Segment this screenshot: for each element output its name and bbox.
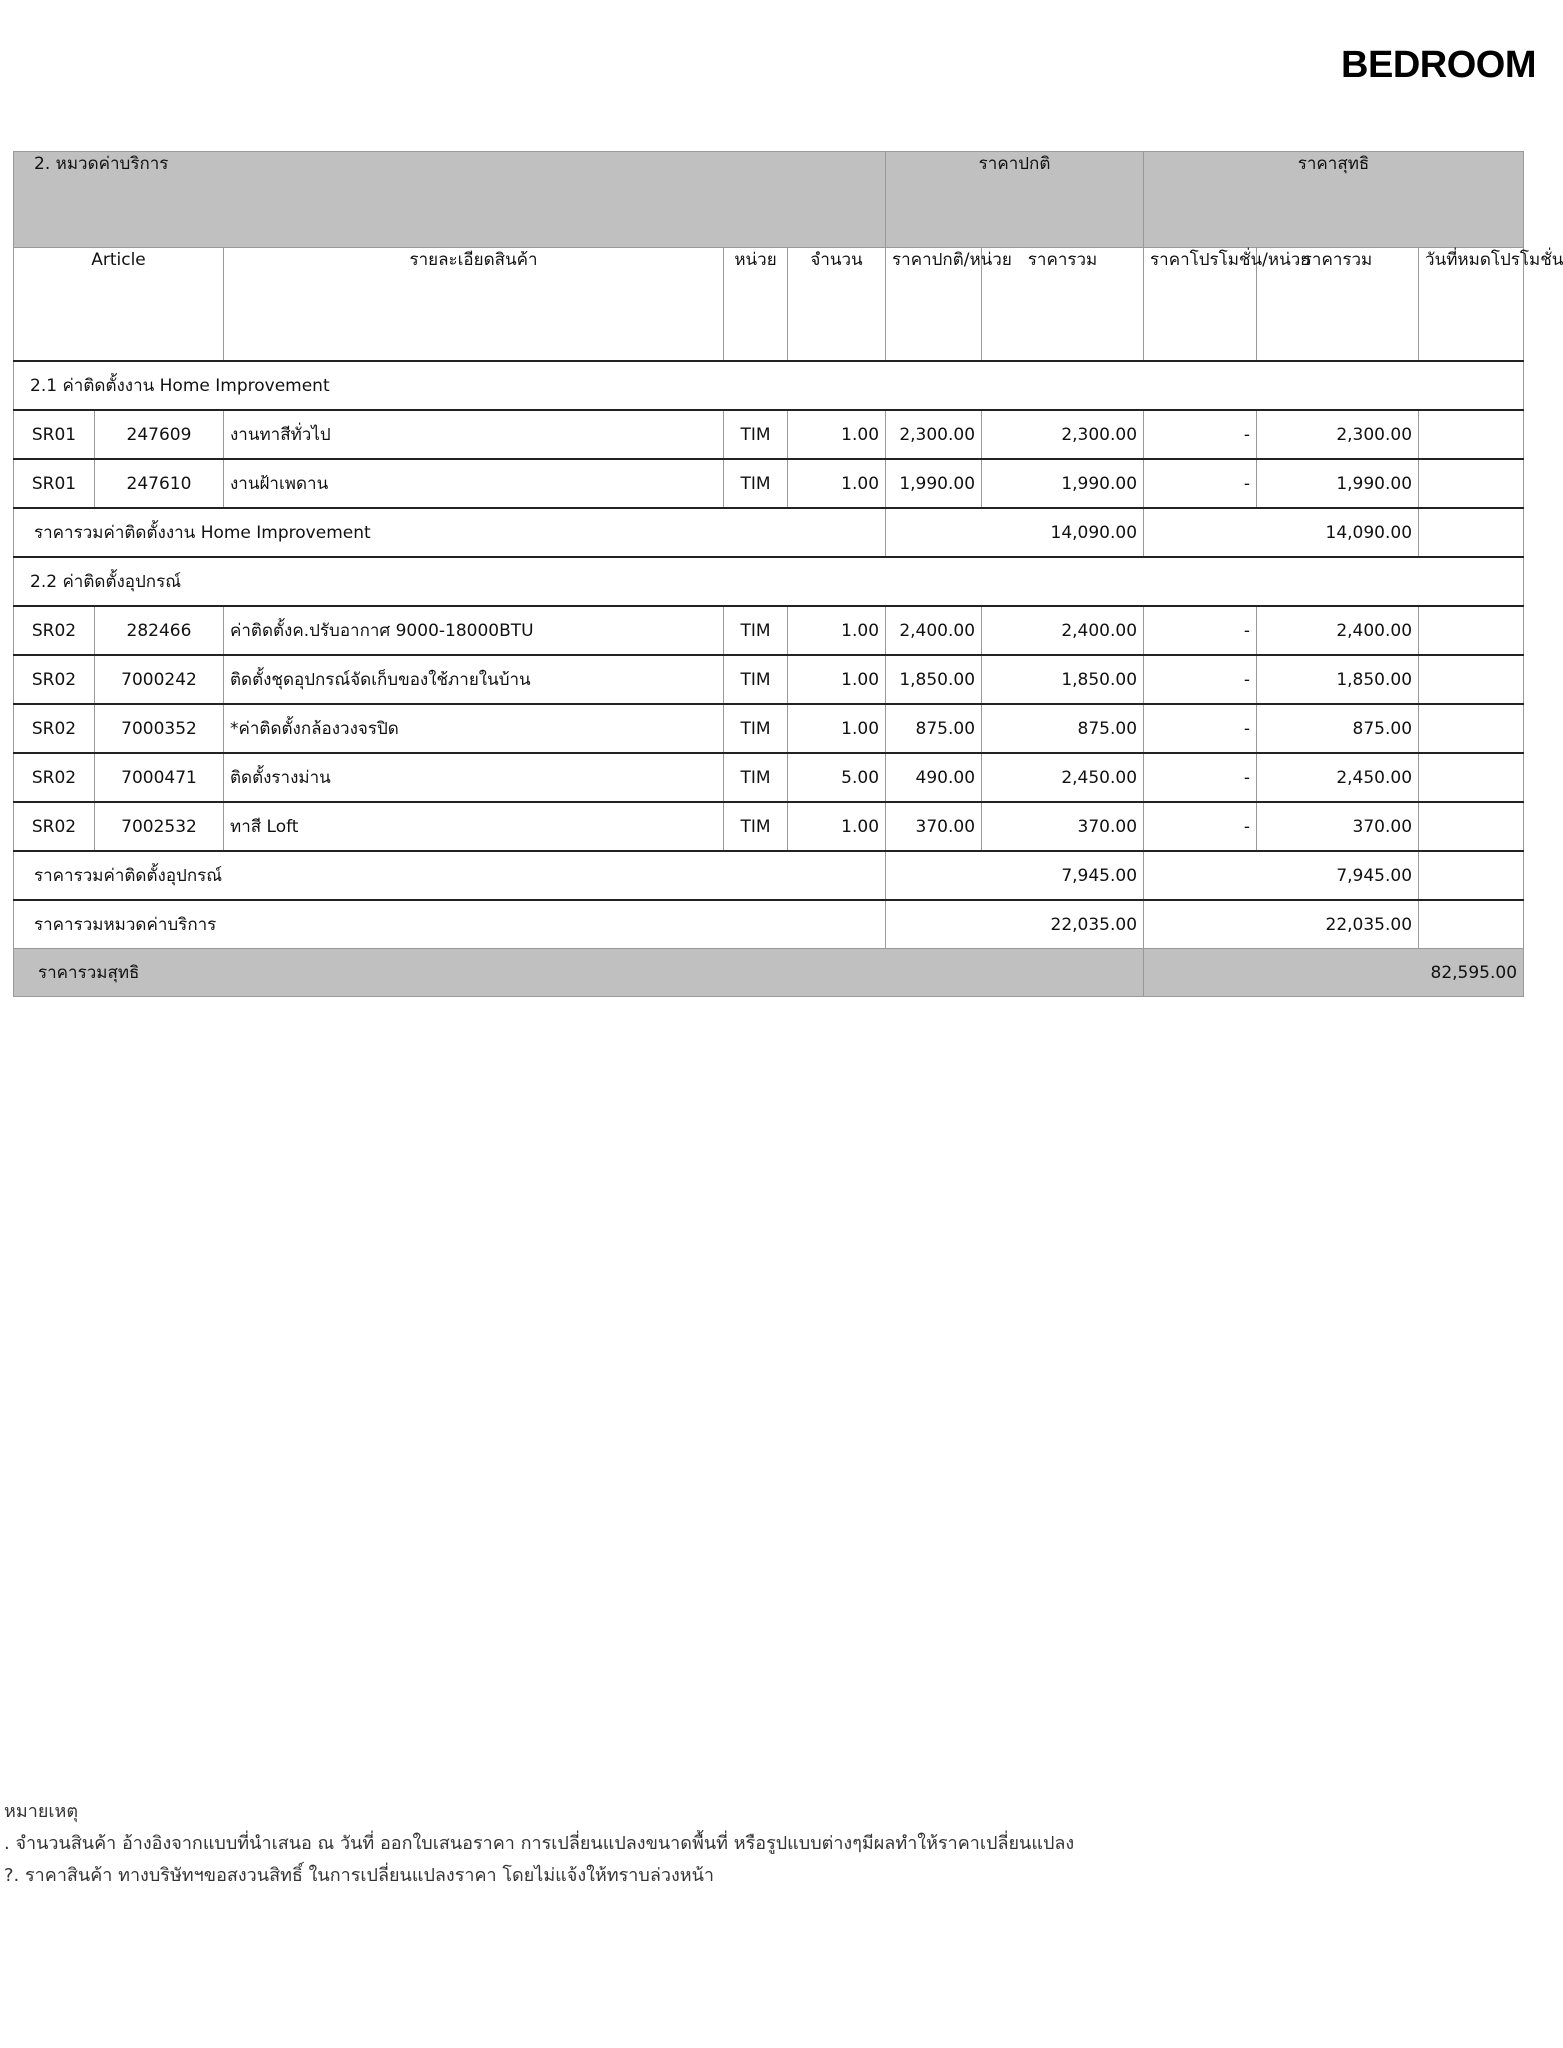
item-description: ติดตั้งรางม่าน bbox=[224, 753, 724, 802]
note-line-1: . จำนวนสินค้า อ้างอิงจากแบบที่นำเสนอ ณ วันที่ ออกใบเสนอราคา การเปลี่ยนแปลงขนาดพื้นที่ หรือรูปแบบต่างๆมีผลทำให้ราคาเปลี่ยนแปลง bbox=[4, 1833, 1075, 1854]
item-promo-price: - bbox=[1144, 459, 1257, 508]
item-description: *ค่าติดตั้งกล้องวงจรปิด bbox=[224, 704, 724, 753]
subtotal-net-value: 7,945.00 bbox=[1144, 851, 1419, 900]
item-article: 247609 bbox=[95, 410, 224, 459]
item-unit: TIM bbox=[724, 606, 788, 655]
net-price-header: ราคาสุทธิ bbox=[1144, 152, 1524, 248]
table-row bbox=[14, 459, 1524, 508]
table-row bbox=[14, 753, 1524, 802]
item-qty: 1.00 bbox=[788, 410, 886, 459]
subtotal-row bbox=[14, 851, 1524, 900]
item-qty: 1.00 bbox=[788, 606, 886, 655]
table-header-sub bbox=[14, 248, 1524, 362]
item-code: SR02 bbox=[14, 802, 95, 851]
subtotal-value: 14,090.00 bbox=[886, 508, 1144, 557]
item-article: 282466 bbox=[95, 606, 224, 655]
item-total: 370.00 bbox=[982, 802, 1144, 851]
grand-total-value: 82,595.00 bbox=[1144, 949, 1524, 997]
item-unit: TIM bbox=[724, 802, 788, 851]
page-title: BEDROOM bbox=[1341, 44, 1536, 86]
item-unit-price: 1,990.00 bbox=[886, 459, 982, 508]
col-unit-price: ราคาปกติ/หน่วย bbox=[886, 248, 982, 362]
item-description: งานทาสีทั่วไป bbox=[224, 410, 724, 459]
item-net-total: 1,990.00 bbox=[1257, 459, 1419, 508]
item-promo-price: - bbox=[1144, 753, 1257, 802]
col-total: ราคารวม bbox=[982, 248, 1144, 362]
item-net-total: 2,300.00 bbox=[1257, 410, 1419, 459]
item-code: SR02 bbox=[14, 753, 95, 802]
item-code: SR01 bbox=[14, 459, 95, 508]
subtotal-label: ราคารวมค่าติดตั้งอุปกรณ์ bbox=[14, 851, 886, 900]
item-qty: 5.00 bbox=[788, 753, 886, 802]
item-promo-end bbox=[1419, 704, 1524, 753]
section-title: 2.2 ค่าติดตั้งอุปกรณ์ bbox=[14, 557, 1524, 606]
col-promo-price: ราคาโปรโมชั่น/หน่วย bbox=[1144, 248, 1257, 362]
item-net-total: 2,450.00 bbox=[1257, 753, 1419, 802]
quotation-table bbox=[13, 151, 1563, 997]
category-total-value: 22,035.00 bbox=[886, 900, 1144, 949]
item-qty: 1.00 bbox=[788, 655, 886, 704]
col-unit: หน่วย bbox=[724, 248, 788, 362]
col-description: รายละเอียดสินค้า bbox=[224, 248, 724, 362]
subtotal-empty bbox=[1419, 508, 1524, 557]
category-total-net-value: 22,035.00 bbox=[1144, 900, 1419, 949]
category-total-row bbox=[14, 900, 1524, 949]
item-unit: TIM bbox=[724, 459, 788, 508]
item-net-total: 370.00 bbox=[1257, 802, 1419, 851]
item-promo-price: - bbox=[1144, 606, 1257, 655]
table-row bbox=[14, 655, 1524, 704]
item-description: ติดตั้งชุดอุปกรณ์จัดเก็บของใช้ภายในบ้าน bbox=[224, 655, 724, 704]
item-unit-price: 370.00 bbox=[886, 802, 982, 851]
item-unit: TIM bbox=[724, 655, 788, 704]
item-code: SR01 bbox=[14, 410, 95, 459]
item-total: 2,450.00 bbox=[982, 753, 1144, 802]
grand-total-row bbox=[14, 949, 1524, 997]
category-total-label: ราคารวมหมวดค่าบริการ bbox=[14, 900, 886, 949]
item-qty: 1.00 bbox=[788, 704, 886, 753]
item-promo-end bbox=[1419, 606, 1524, 655]
item-code: SR02 bbox=[14, 655, 95, 704]
item-total: 2,300.00 bbox=[982, 410, 1144, 459]
item-promo-end bbox=[1419, 459, 1524, 508]
item-total: 875.00 bbox=[982, 704, 1144, 753]
item-code: SR02 bbox=[14, 704, 95, 753]
item-promo-price: - bbox=[1144, 704, 1257, 753]
col-net-total: ราคารวม bbox=[1257, 248, 1419, 362]
item-unit-price: 1,850.00 bbox=[886, 655, 982, 704]
item-promo-price: - bbox=[1144, 655, 1257, 704]
item-total: 1,850.00 bbox=[982, 655, 1144, 704]
item-promo-price: - bbox=[1144, 802, 1257, 851]
table-row bbox=[14, 606, 1524, 655]
item-qty: 1.00 bbox=[788, 802, 886, 851]
item-unit-price: 875.00 bbox=[886, 704, 982, 753]
section-header bbox=[14, 361, 1524, 410]
section-title: 2.1 ค่าติดตั้งงาน Home Improvement bbox=[14, 361, 1524, 410]
item-unit-price: 2,400.00 bbox=[886, 606, 982, 655]
item-description: ทาสี Loft bbox=[224, 802, 724, 851]
item-promo-price: - bbox=[1144, 410, 1257, 459]
item-total: 2,400.00 bbox=[982, 606, 1144, 655]
col-promo-end: วันที่หมดโปรโมชั่น bbox=[1419, 248, 1524, 362]
item-total: 1,990.00 bbox=[982, 459, 1144, 508]
item-net-total: 875.00 bbox=[1257, 704, 1419, 753]
notes-section bbox=[4, 1796, 1074, 1892]
item-promo-end bbox=[1419, 410, 1524, 459]
item-article: 7000352 bbox=[95, 704, 224, 753]
item-description: ค่าติดตั้งค.ปรับอากาศ 9000-18000BTU bbox=[224, 606, 724, 655]
subtotal-row bbox=[14, 508, 1524, 557]
section-header bbox=[14, 557, 1524, 606]
col-article: Article bbox=[14, 248, 224, 362]
regular-price-header: ราคาปกติ bbox=[886, 152, 1144, 248]
item-unit: TIM bbox=[724, 704, 788, 753]
col-qty: จำนวน bbox=[788, 248, 886, 362]
item-unit: TIM bbox=[724, 753, 788, 802]
item-article: 7002532 bbox=[95, 802, 224, 851]
item-qty: 1.00 bbox=[788, 459, 886, 508]
subtotal-empty bbox=[1419, 851, 1524, 900]
note-line-2: ?. ราคาสินค้า ทางบริษัทฯขอสงวนสิทธิ์ ในการเปลี่ยนแปลงราคา โดยไม่แจ้งให้ทราบล่วงหน้า bbox=[4, 1865, 715, 1886]
subtotal-net-value: 14,090.00 bbox=[1144, 508, 1419, 557]
item-article: 7000242 bbox=[95, 655, 224, 704]
table-header-main bbox=[14, 152, 1524, 248]
item-unit-price: 2,300.00 bbox=[886, 410, 982, 459]
item-article: 7000471 bbox=[95, 753, 224, 802]
category-title: 2. หมวดค่าบริการ bbox=[14, 152, 886, 248]
notes-title: หมายเหตุ bbox=[4, 1801, 79, 1822]
item-promo-end bbox=[1419, 655, 1524, 704]
table-row bbox=[14, 410, 1524, 459]
item-net-total: 1,850.00 bbox=[1257, 655, 1419, 704]
item-unit-price: 490.00 bbox=[886, 753, 982, 802]
item-net-total: 2,400.00 bbox=[1257, 606, 1419, 655]
item-unit: TIM bbox=[724, 410, 788, 459]
subtotal-value: 7,945.00 bbox=[886, 851, 1144, 900]
table-row bbox=[14, 704, 1524, 753]
item-promo-end bbox=[1419, 753, 1524, 802]
table-row bbox=[14, 802, 1524, 851]
grand-total-label: ราคารวมสุทธิ bbox=[14, 949, 1144, 997]
item-description: งานฝ้าเพดาน bbox=[224, 459, 724, 508]
item-article: 247610 bbox=[95, 459, 224, 508]
item-code: SR02 bbox=[14, 606, 95, 655]
item-promo-end bbox=[1419, 802, 1524, 851]
category-total-empty bbox=[1419, 900, 1524, 949]
subtotal-label: ราคารวมค่าติดตั้งงาน Home Improvement bbox=[14, 508, 886, 557]
